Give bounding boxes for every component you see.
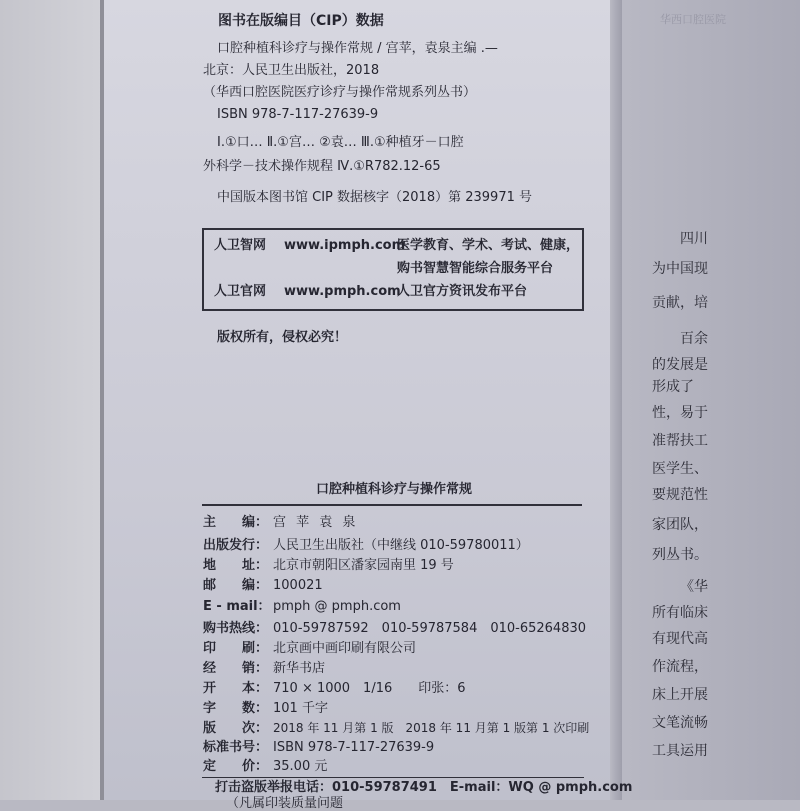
colophon-value: ISBN 978-7-117-27639-9 [273,740,435,755]
colophon-label: 购书热线： [203,621,269,636]
colophon-label: 标准书号： [203,740,269,755]
cip-number: 中国版本图书馆 CIP 数据核字（2018）第 239971 号 [217,190,532,205]
colophon-label: 字 数： [203,701,269,716]
promo-url-link[interactable]: www.pmph.com [284,284,401,299]
piracy-hotline: 打击盗版举报电话：010-59787491 E-mail：WQ @ pmph.com [215,780,633,795]
facing-page-line: 文笔流畅 [652,715,708,731]
colophon-label: 开 本： [203,681,269,696]
colophon-value: 宫 苹 袁 泉 [273,515,359,530]
colophon-value: 北京画中画印刷有限公司 [273,641,417,656]
facing-page-line: 所有临床 [652,605,708,621]
colophon-label: E - mail： [203,599,271,614]
colophon-value: 2018 年 11 月第 1 版 2018 年 11 月第 1 版第 1 次印刷 [273,721,590,735]
facing-page-line: 为中国现 [652,261,708,277]
cip-line: 北京：人民卫生出版社，2018 [203,63,380,78]
promo-desc: 人卫官方资讯发布平台 [397,284,528,299]
cip-heading: 图书在版编目（CIP）数据 [218,13,384,29]
facing-page-line: 家团队， [652,517,708,533]
colophon-label: 主 编： [203,515,269,530]
facing-page-line: 《华 [680,579,708,595]
facing-page-line: 准帮扶工 [652,433,708,449]
facing-page [612,0,800,800]
promo-desc: 购书智慧智能综合服务平台 [397,261,554,276]
copyright-notice: 版权所有，侵权必究！ [217,330,348,345]
facing-page-line: 形成了 [652,379,694,395]
promo-name: 人卫官网 [214,284,267,299]
facing-page-line: 工具运用 [652,743,708,759]
colophon-label: 经 销： [203,661,269,676]
facing-page-line: 性，易于 [652,405,708,421]
facing-page-line: 百余 [680,331,708,347]
facing-page-line: 要规范性 [652,487,708,503]
colophon-value: 北京市朝阳区潘家园南里 19 号 [273,558,454,573]
cip-line: 外科学－技术操作规程 Ⅳ.①R782.12-65 [203,159,441,174]
colophon-value: 人民卫生出版社（中继线 010-59780011） [273,538,529,553]
cip-line: （华西口腔医院医疗诊疗与操作常规系列丛书） [203,85,477,100]
colophon-value: pmph @ pmph.com [273,599,401,614]
facing-page-line: 有现代高 [652,631,708,647]
facing-page-line: 医学生、 [652,461,708,477]
colophon-title: 口腔种植科诊疗与操作常规 [316,482,473,497]
facing-page-line: 床上开展 [652,687,708,703]
cip-line: Ⅰ.①口… Ⅱ.①宫… ②袁… Ⅲ.①种植牙－口腔 [217,135,464,150]
promo-desc: 医学教育、学术、考试、健康， [397,238,580,253]
facing-page-line: 列丛书。 [652,547,708,563]
facing-page-header: 华西口腔医院 [660,13,726,26]
colophon-value: 新华书店 [273,661,326,676]
facing-page-line: 的发展是 [652,357,708,373]
background-left [0,0,104,800]
promo-url-link[interactable]: www.ipmph.com [284,238,406,253]
colophon-value: 010-59787592 010-59787584 010-65264830 [273,621,587,636]
cip-line: ISBN 978-7-117-27639-9 [217,107,379,122]
promo-name: 人卫智网 [214,238,267,253]
colophon-rule [202,504,582,506]
colophon-label: 出版发行： [203,538,269,553]
facing-page-line: 四川 [680,231,708,247]
facing-page-line: 作流程， [652,659,708,675]
cip-line: 口腔种植科诊疗与操作常规 / 宫苹，袁泉主编 .— [217,41,498,56]
colophon-value: 100021 [273,578,323,593]
colophon-label: 版 次： [203,721,269,736]
colophon-partial-line: （凡属印装质量问题 [226,796,344,811]
colophon-value: 101 千字 [273,701,328,716]
facing-page-line: 贡献，培 [652,295,708,311]
colophon-label: 邮 编： [203,578,269,593]
colophon-value: 710 × 1000 1/16 印张：6 [273,681,466,696]
colophon-label: 地 址： [203,558,269,573]
colophon-label: 定 价： [203,759,269,774]
colophon-bottom-rule [202,777,584,778]
colophon-label: 印 刷： [203,641,269,656]
colophon-value: 35.00 元 [273,759,328,774]
